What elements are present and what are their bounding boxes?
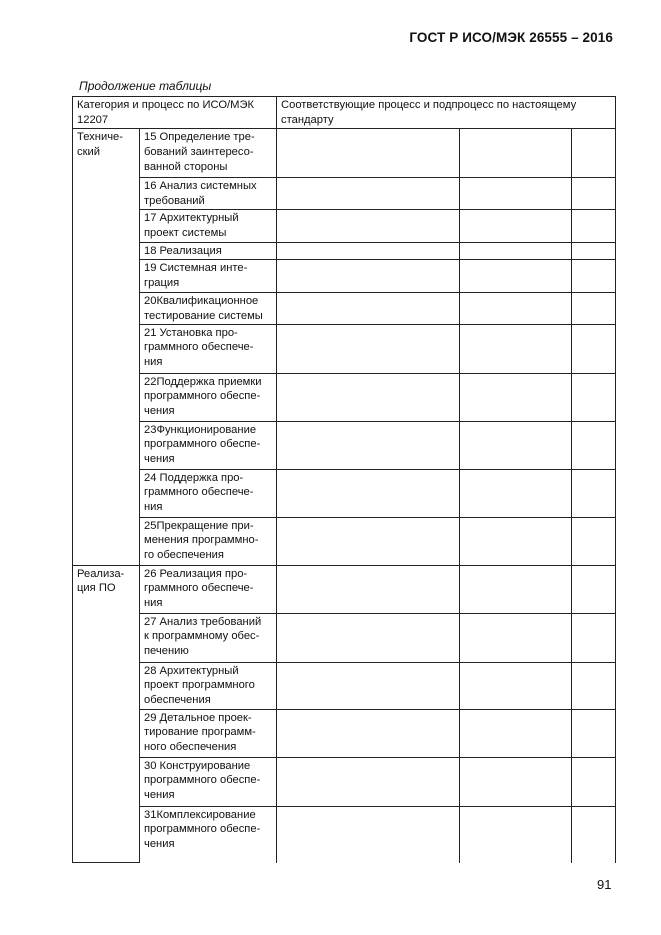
empty-cell [277, 243, 460, 260]
process-cell: 26 Реализация про- граммного обеспече- ния [140, 565, 277, 613]
empty-cell [460, 806, 572, 863]
process-cell: 15 Определение тре- бований заинтересо- ванной стороны [140, 129, 277, 178]
table-row [73, 565, 616, 613]
empty-cell [460, 517, 572, 565]
table-row [73, 210, 616, 243]
table-row [73, 709, 616, 757]
category-cell: Техниче- ский [73, 129, 140, 566]
header-cell-category: Категория и процесс по ИСО/МЭК 12207 [73, 97, 277, 129]
empty-cell [572, 662, 616, 709]
empty-cell [572, 806, 616, 863]
empty-cell [460, 469, 572, 517]
empty-cell [460, 709, 572, 757]
empty-cell [277, 469, 460, 517]
empty-cell [277, 210, 460, 243]
empty-cell [277, 178, 460, 210]
empty-cell [277, 373, 460, 421]
process-cell: 30 Конструирование программного обеспе- чения [140, 757, 277, 806]
empty-cell [572, 613, 616, 662]
empty-cell [277, 662, 460, 709]
table-row [73, 324, 616, 373]
table-row [73, 260, 616, 293]
process-cell: 21 Установка про- граммного обеспече- ния [140, 324, 277, 373]
empty-cell [460, 178, 572, 210]
process-cell: 29 Детальное проек- тирование программ- ного обеспечения [140, 709, 277, 757]
table-row [73, 662, 616, 709]
empty-cell [277, 129, 460, 178]
empty-cell [572, 129, 616, 178]
empty-cell [572, 260, 616, 293]
empty-cell [460, 421, 572, 469]
empty-cell [277, 260, 460, 293]
process-cell: 20Квалификационное тестирование системы [140, 293, 277, 325]
empty-cell [572, 709, 616, 757]
process-cell: 16 Анализ системных требований [140, 178, 277, 210]
category-cell: Реализа- ция ПО [73, 565, 140, 863]
table-row [73, 469, 616, 517]
empty-cell [460, 757, 572, 806]
page-number: 91 [597, 877, 612, 892]
empty-cell [572, 243, 616, 260]
empty-cell [277, 293, 460, 325]
table-row [73, 293, 616, 325]
empty-cell [572, 178, 616, 210]
empty-cell [572, 324, 616, 373]
process-cell: 24 Поддержка про- граммного обеспече- ния [140, 469, 277, 517]
empty-cell [460, 565, 572, 613]
table-row [73, 421, 616, 469]
table-row [73, 613, 616, 662]
empty-cell [572, 469, 616, 517]
empty-cell [572, 565, 616, 613]
process-cell: 19 Системная инте- грация [140, 260, 277, 293]
empty-cell [460, 243, 572, 260]
empty-cell [460, 260, 572, 293]
empty-cell [572, 293, 616, 325]
empty-cell [460, 210, 572, 243]
empty-cell [460, 613, 572, 662]
empty-cell [572, 757, 616, 806]
empty-cell [572, 373, 616, 421]
empty-cell [277, 565, 460, 613]
process-cell: 23Функционирование программного обеспе- чения [140, 421, 277, 469]
process-cell: 28 Архитектурный проект программного обеспечения [140, 662, 277, 709]
process-cell: 22Поддержка приемки программного обеспе- чения [140, 373, 277, 421]
process-cell: 27 Анализ требований к программному обес- печению [140, 613, 277, 662]
empty-cell [460, 129, 572, 178]
empty-cell [277, 517, 460, 565]
empty-cell [572, 210, 616, 243]
empty-cell [460, 662, 572, 709]
empty-cell [572, 421, 616, 469]
empty-cell [460, 373, 572, 421]
process-mapping-table [72, 96, 616, 863]
continuation-label: Продолжение таблицы [79, 79, 212, 93]
table-header-row [73, 97, 616, 129]
process-cell: 25Прекращение при- менения программно- го обеспечения [140, 517, 277, 565]
process-cell: 31Комплексирование программного обеспе- чения [140, 806, 277, 863]
document-code: ГОСТ Р ИСО/МЭК 26555 – 2016 [409, 30, 613, 45]
empty-cell [277, 806, 460, 863]
table-row [73, 129, 616, 178]
empty-cell [277, 757, 460, 806]
table-row [73, 178, 616, 210]
empty-cell [460, 324, 572, 373]
empty-cell [277, 613, 460, 662]
table-row [73, 243, 616, 260]
header-cell-standard-process: Соответствующие процесс и подпроцесс по настоящему стандарту [277, 97, 616, 129]
empty-cell [277, 421, 460, 469]
table-row [73, 806, 616, 863]
empty-cell [460, 293, 572, 325]
empty-cell [572, 517, 616, 565]
process-cell: 18 Реализация [140, 243, 277, 260]
table-row [73, 757, 616, 806]
empty-cell [277, 709, 460, 757]
process-cell: 17 Архитектурный проект системы [140, 210, 277, 243]
table-row [73, 517, 616, 565]
table-row [73, 373, 616, 421]
empty-cell [277, 324, 460, 373]
